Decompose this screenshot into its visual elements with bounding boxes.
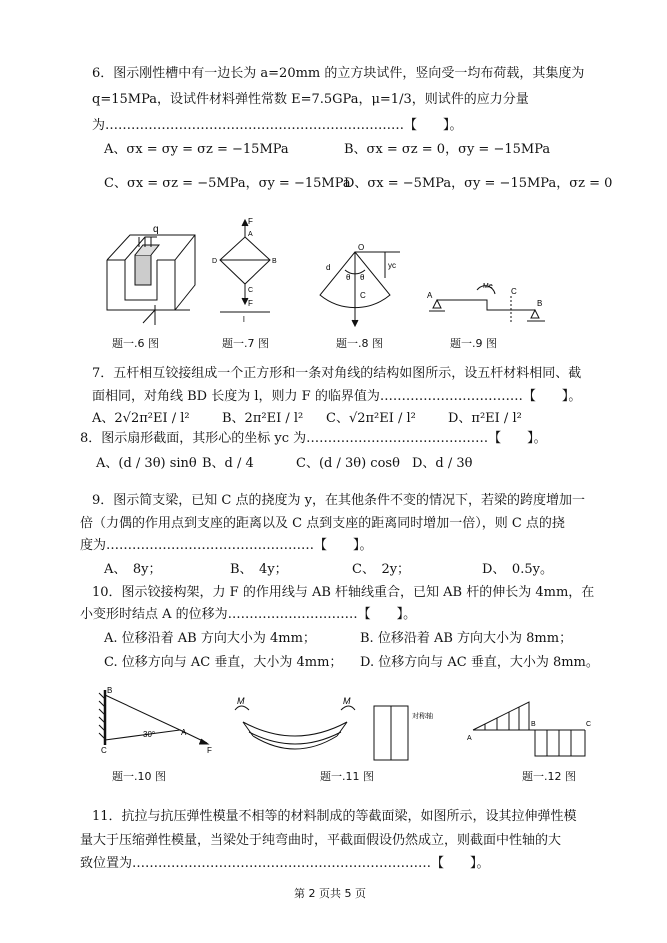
q10-line1: 10．图示铰接构架，力 F 的作用线与 AB 杆轴线重合，已知 AB 杆的伸长为 4mm，在: [92, 585, 595, 600]
q7-option-a: A、2√2π²EI / l²: [92, 411, 190, 426]
q6-option-d: D、σx = −5MPa，σy = −15MPa，σz = 0: [344, 176, 613, 191]
q7-option-d: D、π²EI / l²: [448, 411, 522, 426]
q6-option-c: C、σx = σz = −5MPa，σy = −15MPa: [104, 176, 351, 191]
fig11-m-right: M: [343, 696, 351, 706]
figure-6-caption: 题一.6 图: [112, 337, 159, 350]
fig9-me-label: Me: [483, 283, 493, 290]
q8-option-c: C、(d / 3θ) cosθ: [296, 456, 400, 471]
fig9-c-label: C: [511, 287, 517, 296]
fig11-m-left: M: [237, 696, 245, 706]
figure-7-drawing: [210, 212, 280, 327]
fig7-d-label: D: [212, 258, 218, 265]
fig10-angle-label: 30°: [143, 730, 156, 739]
figure-12-drawing: [465, 690, 595, 765]
fig9-b-label: B: [537, 299, 543, 308]
q9-option-b: B、 4y；: [230, 562, 288, 577]
fig8-d-label: d: [326, 263, 331, 272]
q10-option-d: D. 位移方向与 AC 垂直，大小为 8mm。: [360, 655, 599, 670]
page-footer: 第 2 页共 5 页: [294, 887, 366, 900]
q11-line1: 11．抗拉与抗压弹性模量不相等的材料制成的等截面梁，如图所示，设其拉伸弹性模: [92, 809, 577, 824]
fig10-b-label: B: [107, 686, 113, 695]
figure-10-caption: 题一.10 图: [112, 770, 166, 783]
fig9-a-label: A: [427, 291, 433, 300]
fig6-q-label: q: [153, 224, 159, 235]
q11-line3: 致位置为……………………………………………………………【 】。: [80, 856, 490, 871]
figure-11-drawing: [225, 690, 365, 765]
q8-option-a: A、(d / 3θ) sinθ: [96, 456, 197, 471]
fig10-a-label: A: [181, 728, 187, 737]
q6-option-a: A、σx = σy = σz = −15MPa: [104, 142, 289, 157]
figure-10-drawing: [95, 685, 220, 760]
figure-9-caption: 题一.9 图: [450, 337, 497, 350]
fig7-f-top: F: [248, 217, 253, 226]
q8-line1: 8．图示扇形截面，其形心的坐标 yc 为……………………………………【 】。: [80, 431, 547, 446]
fig11-axis-label: 对称轴: [412, 713, 433, 720]
fig10-f-label: F: [207, 746, 212, 755]
fig8-theta-left: θ: [346, 273, 351, 282]
figure-11-caption: 题一.11 图: [320, 770, 374, 783]
figure-12-caption: 题一.12 图: [522, 770, 576, 783]
fig7-f-bottom: F: [248, 299, 253, 308]
q9-option-a: A、 8y；: [104, 562, 162, 577]
q8-option-d: D、d / 3θ: [412, 456, 473, 471]
fig7-c-label: C: [248, 287, 254, 294]
figure-11-section: [372, 700, 447, 765]
q6-option-b: B、σx = σz = 0，σy = −15MPa: [344, 142, 551, 157]
q9-line2: 倍（力偶的作用点到支座的距离以及 C 点到支座的距离同时增加一倍），则 C 点的挠: [80, 516, 565, 531]
q10-option-b: B. 位移沿着 AB 方向大小为 8mm；: [360, 631, 573, 646]
fig10-c-label: C: [101, 746, 107, 755]
fig8-o-label: O: [358, 243, 365, 252]
fig8-theta-right: θ: [360, 273, 365, 282]
fig7-l-label: l: [243, 315, 245, 324]
figure-7-caption: 题一.7 图: [222, 337, 269, 350]
q9-line3: 度为…………………………………………【 】。: [80, 538, 373, 553]
q8-option-b: B、d / 4: [202, 456, 254, 471]
q9-option-d: D、 0.5y。: [482, 562, 553, 577]
q7-option-b: B、2π²EI / l²: [222, 411, 304, 426]
fig7-b-label: B: [272, 258, 277, 265]
q6-line2: q=15MPa，设试件材料弹性常数 E=7.5GPa，μ=1/3，则试件的应力分量: [92, 92, 529, 107]
fig12-c-label: C: [586, 721, 592, 728]
fig7-a-label: A: [248, 231, 253, 238]
q6-line3: 为……………………………………………………………【 】。: [92, 118, 463, 133]
figure-8-caption: 题一.8 图: [336, 337, 383, 350]
q10-option-a: A. 位移沿着 AB 方向大小为 4mm；: [104, 631, 316, 646]
q11-line2: 量大于压缩弹性模量，当梁处于纯弯曲时，平截面假设仍然成立，则截面中性轴的大: [80, 833, 562, 848]
fig8-c-label: C: [360, 291, 366, 300]
figure-6-drawing: [95, 215, 200, 330]
q7-line1: 7．五杆相互铰接组成一个正方形和一条对角线的结构如图所示，设五杆材料相同、截: [92, 366, 582, 381]
fig8-yc-label: yc: [388, 261, 396, 270]
fig12-a-label: A: [467, 735, 472, 742]
q9-line1: 9．图示简支梁，已知 C 点的挠度为 y，在其他条件不变的情况下，若梁的跨度增加一: [92, 493, 585, 508]
figure-9-drawing: [425, 278, 550, 328]
q10-line2: 小变形时结点 A 的位移为…………………………【 】。: [80, 607, 417, 622]
figure-8-drawing: [310, 240, 420, 330]
q7-option-c: C、√2π²EI / l²: [326, 411, 416, 426]
q10-option-c: C. 位移方向与 AC 垂直，大小为 4mm；: [104, 655, 343, 670]
q9-option-c: C、 2y；: [352, 562, 411, 577]
fig12-b-label: B: [531, 721, 536, 728]
q7-line2: 面相同，对角线 BD 长度为 l，则力 F 的临界值为……………………………【 】。: [92, 389, 582, 404]
q6-line1: 6．图示刚性槽中有一边长为 a=20mm 的立方块试件，竖向受一均布荷载，其集度为: [92, 66, 585, 81]
